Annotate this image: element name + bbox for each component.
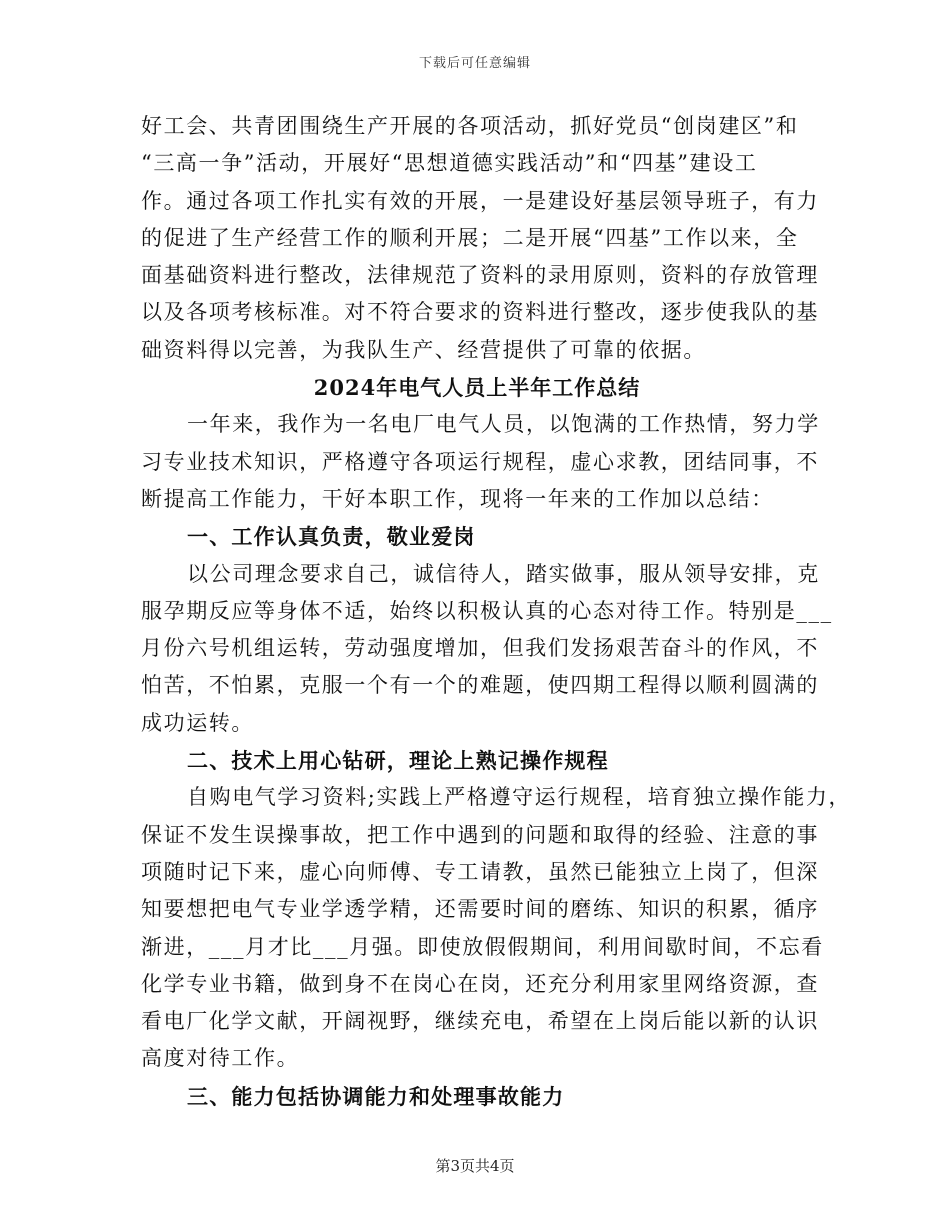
text-line-22: 知要想把电气专业学透学精，还需要时间的磨练、知识的积累，循序 bbox=[141, 897, 819, 922]
text-line-13: 以公司理念要求自己，诚信待人，踏实做事，服从领导安排，克 bbox=[187, 561, 820, 586]
text-line-2: “三高一争”活动，开展好“思想道德实践活动”和“四基”建设工 bbox=[141, 151, 758, 176]
text-line-11: 断提高工作能力，干好本职工作，现将一年来的工作加以总结： bbox=[141, 486, 774, 511]
text-line-17: 成功运转。 bbox=[141, 710, 254, 735]
text-line-4: 的促进了生产经营工作的顺利开展；二是开展“四基”工作以来，全 bbox=[141, 225, 799, 250]
section-heading-1: 一、工作认真负责，敬业爱岗 bbox=[187, 524, 476, 550]
section-heading-3: 三、能力包括协调能力和处理事故能力 bbox=[187, 1083, 565, 1109]
section-heading-2: 二、技术上用心钻研，理论上熟记操作规程 bbox=[187, 748, 609, 774]
text-line-15: 月份六号机组运转，劳动强度增加，但我们发扬艰苦奋斗的作风，不 bbox=[141, 636, 819, 661]
text-line-23: 渐进，___月才比___月强。即使放假假期间，利用间歇时间，不忘看 bbox=[141, 934, 824, 959]
text-line-21: 项随时记下来，虚心向师傅、专工请教，虽然已能独立上岗了，但深 bbox=[141, 859, 819, 884]
text-line-1: 好工会、共青团围绕生产开展的各项活动，抓好党员“创岗建区”和 bbox=[141, 114, 799, 138]
text-line-3: 作。通过各项工作扎实有效的开展，一是建设好基层领导班子，有力 bbox=[141, 188, 819, 213]
page-header: 下载后可任意编辑 bbox=[418, 56, 531, 71]
text-line-9: 一年来，我作为一名电厂电气人员，以饱满的工作热情，努力学 bbox=[187, 412, 820, 437]
text-line-26: 高度对待工作。 bbox=[141, 1046, 300, 1071]
text-line-6: 以及各项考核标准。对不符合要求的资料进行整改，逐步使我队的基 bbox=[141, 300, 819, 325]
document-body bbox=[141, 108, 852, 1115]
text-line-14: 服孕期反应等身体不适，始终以积极认真的心态对待工作。特别是___ bbox=[141, 598, 833, 623]
page-footer: 第3页共4页 bbox=[435, 1157, 515, 1175]
text-line-20: 保证不发生误操事故，把工作中遇到的问题和取得的经验、注意的事 bbox=[141, 822, 819, 847]
text-line-10: 习专业技术知识，严格遵守各项运行规程，虚心求教，团结同事，不 bbox=[141, 449, 819, 474]
text-line-24: 化学专业书籍，做到身不在岗心在岗，还充分利用家里网络资源，查 bbox=[141, 971, 819, 996]
text-line-7: 础资料得以完善，为我队生产、经营提供了可靠的依据。 bbox=[141, 337, 706, 362]
document-title: 2024年电气人员上半年工作总结 bbox=[313, 375, 641, 401]
text-line-19: 自购电气学习资料;实践上严格遵守运行规程，培育独立操作能力， bbox=[187, 785, 852, 810]
text-line-25: 看电厂化学文献，开阔视野，继续充电，希望在上岗后能以新的认识 bbox=[141, 1009, 819, 1034]
text-line-16: 怕苦，不怕累，克服一个有一个的难题，使四期工程得以顺利圆满的 bbox=[141, 673, 819, 698]
text-line-5: 面基础资料进行整改，法律规范了资料的录用原则，资料的存放管理 bbox=[141, 263, 819, 288]
